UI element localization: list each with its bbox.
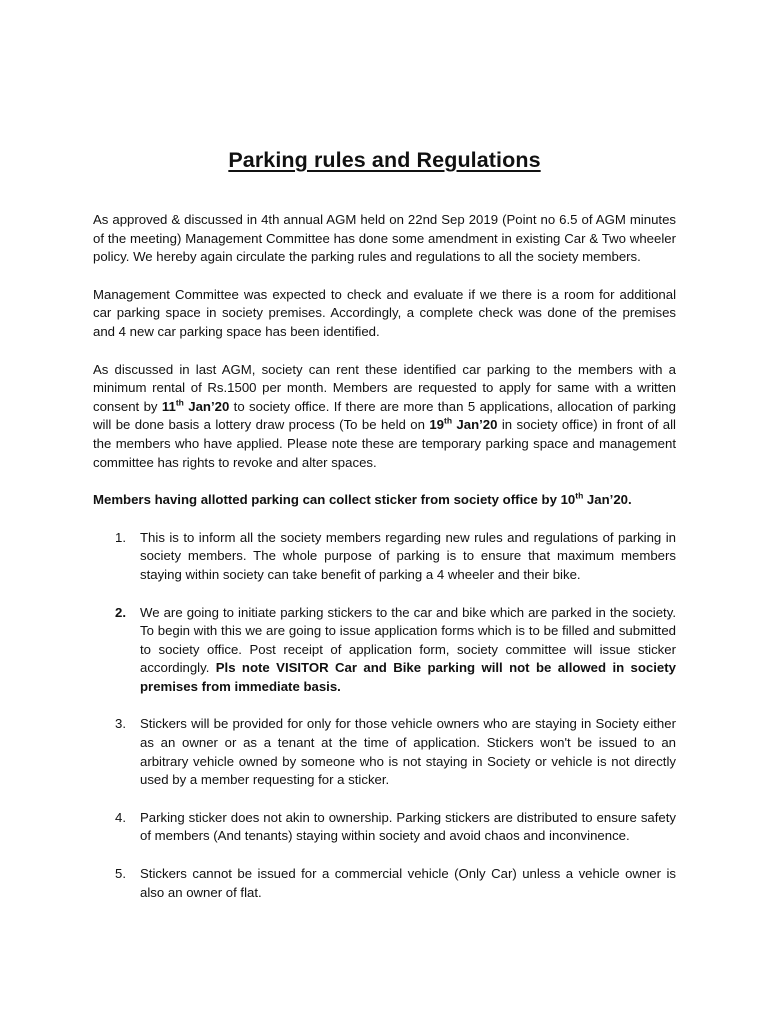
list-item-text: This is to inform all the society members regarding new rules and regulations of parking in society members. The whole purpose of parking is to ensure that maximum members staying within society can take benefit of parking a 4 wheeler and their bike.	[140, 529, 676, 582]
intro-paragraph: As approved & discussed in 4th annual AGM held on 22nd Sep 2019 (Point no 6.5 of AGM minutes of the meeting) Management Committee has done some amendment in existing Car & Two wheeler policy. We hereby again circulate the parking rules and regulations to all the society members.	[93, 212, 676, 265]
consent-date: 11th Jan’20	[161, 397, 230, 414]
rental-text-2: to society office. If there are more than 5 applications, allocation of parking will be done basis a lottery draw process (To be held on	[93, 398, 676, 433]
rental-text-1: As discussed in last AGM, society can rent these identified car parking to the members with a minimum rental of Rs.1500 per month. Members are requested to apply for same with a written consent by	[93, 361, 676, 414]
list-item-number: 1.	[115, 529, 126, 545]
rental-paragraph	[93, 361, 676, 473]
visitor-parking-notice: Pls note VISITOR Car and Bike parking will not be allowed in society premises from immediate basis.	[140, 660, 676, 694]
list-item-text: Stickers will be provided for only for those vehicle owners who are staying in Society either as an owner or as a tenant at the time of application. Stickers won't be issued to an arbitrary vehicle owned by someone who is not staying in Society or vehicle is not directly used by a member requesting for a sticker.	[140, 716, 676, 788]
sticker-note: Members having allotted parking can collect sticker from society office by 10th Jan’20.	[93, 490, 632, 508]
list-item	[93, 715, 676, 789]
list-item	[93, 809, 676, 846]
committee-paragraph: Management Committee was expected to check and evaluate if we there is a room for additional car parking space in society premises. Accordingly, a complete check was done of the premises and 4 new car parking space has been identified.	[93, 286, 676, 339]
list-item-number: 4.	[115, 809, 126, 825]
list-item-number: 2.	[115, 604, 126, 620]
list-item-text: We are going to initiate parking stickers to the car and bike which are parked in the society. To begin with this we are going to issue application forms which is to be filled and submitted to society office. Post receipt of application form, society committee will issue sticker accordingly.	[140, 604, 676, 676]
list-item-text: Stickers cannot be issued for a commercial vehicle (Only Car) unless a vehicle owner is also an owner of flat.	[140, 866, 676, 900]
document-title: Parking rules and Regulations	[228, 148, 541, 172]
lottery-date: 19th Jan’20	[429, 415, 498, 433]
list-item-text: Parking sticker does not akin to ownership. Parking stickers are distributed to ensure safety of members (And tenants) staying within society and avoid chaos and inconvinence.	[140, 809, 676, 844]
list-item-number: 5.	[115, 866, 126, 882]
list-item	[93, 604, 676, 697]
list-item-number: 3.	[115, 716, 126, 732]
rules-list	[93, 529, 676, 903]
list-item	[93, 529, 676, 585]
list-item	[93, 865, 676, 902]
rental-text-3: in society office) in front of all the members who have applied. Please note these are temporary parking space and management committee has rights to revoke and alter spaces.	[93, 417, 676, 470]
